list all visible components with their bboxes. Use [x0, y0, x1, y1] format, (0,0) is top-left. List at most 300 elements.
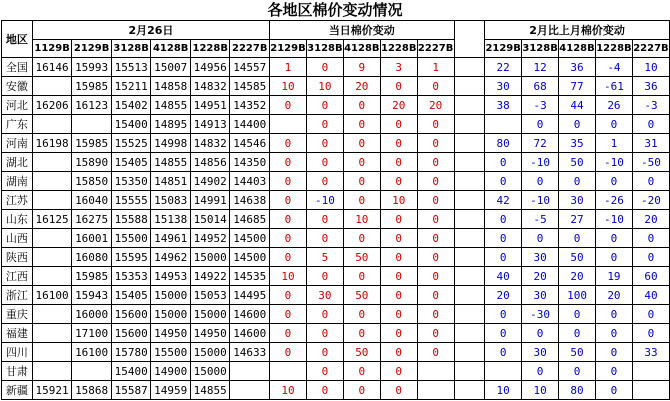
table-row — [2, 229, 670, 248]
price-cell: 15525 — [111, 134, 151, 153]
price-cell: 14902 — [190, 172, 230, 191]
daily-change-cell: 0 — [270, 134, 307, 153]
daily-change-cell: 0 — [306, 115, 343, 134]
region-cell: 山西 — [2, 229, 33, 248]
monthly-change-cell: 0 — [632, 248, 669, 267]
daily-change-cell: 0 — [306, 210, 343, 229]
monthly-change-cell: 0 — [632, 115, 669, 134]
price-cell: 15405 — [111, 286, 151, 305]
price-cell: 14956 — [190, 58, 230, 77]
price-cell: 16123 — [72, 96, 112, 115]
daily-change-cell: 0 — [417, 324, 454, 343]
price-cell: 16100 — [72, 343, 112, 362]
daily-change-cell: 0 — [417, 134, 454, 153]
price-cell — [32, 305, 72, 324]
table-row — [2, 248, 670, 267]
monthly-change-cell: 50 — [559, 153, 596, 172]
price-cell: 15000 — [151, 286, 191, 305]
price-cell: 15000 — [190, 362, 230, 381]
daily-change-cell: 0 — [417, 343, 454, 362]
price-cell — [72, 115, 112, 134]
daily-change-cell — [270, 362, 307, 381]
daily-change-cell: 0 — [306, 343, 343, 362]
table-row — [2, 134, 670, 153]
price-cell: 14952 — [190, 229, 230, 248]
monthly-change-cell: 30 — [522, 286, 559, 305]
price-cell: 14953 — [151, 267, 191, 286]
daily-change-cell: 20 — [343, 77, 380, 96]
price-cell: 15000 — [190, 343, 230, 362]
daily-change-cell: 0 — [306, 324, 343, 343]
monthly-change-cell: -5 — [522, 210, 559, 229]
monthly-change-cell: -3 — [632, 96, 669, 115]
price-cell: 14913 — [190, 115, 230, 134]
price-col-header: 2129B — [72, 40, 112, 58]
daily-change-cell: 0 — [343, 324, 380, 343]
monthly-change-cell: 44 — [559, 96, 596, 115]
price-cell: 14500 — [230, 229, 270, 248]
monthly-col-header: 4128B — [559, 40, 596, 58]
monthly-change-cell: 0 — [559, 305, 596, 324]
price-cell: 14991 — [190, 191, 230, 210]
monthly-change-cell: 100 — [559, 286, 596, 305]
price-cell: 15400 — [111, 362, 151, 381]
monthly-change-cell: 35 — [559, 134, 596, 153]
monthly-change-cell: -20 — [632, 191, 669, 210]
price-cell: 15985 — [72, 134, 112, 153]
monthly-change-cell: 42 — [485, 191, 522, 210]
region-cell: 四川 — [2, 343, 33, 362]
monthly-change-cell: 0 — [559, 362, 596, 381]
daily-change-cell: 0 — [343, 172, 380, 191]
table-row — [2, 191, 670, 210]
table-row — [2, 115, 670, 134]
daily-change-cell: 0 — [270, 210, 307, 229]
spacer-cell — [454, 172, 485, 191]
spacer-cell — [454, 229, 485, 248]
spacer-cell — [454, 153, 485, 172]
price-cell: 14856 — [190, 153, 230, 172]
price-cell: 15595 — [111, 248, 151, 267]
monthly-change-cell: 10 — [632, 58, 669, 77]
price-col-header: 3128B — [111, 40, 151, 58]
price-cell: 15000 — [151, 305, 191, 324]
daily-change-cell: 10 — [306, 77, 343, 96]
daily-change-cell: 0 — [343, 96, 380, 115]
daily-change-cell: 0 — [380, 286, 417, 305]
price-cell: 14855 — [190, 381, 230, 400]
daily-change-cell: 0 — [343, 362, 380, 381]
monthly-change-cell: 0 — [485, 229, 522, 248]
monthly-change-cell: 0 — [595, 362, 632, 381]
price-cell: 14600 — [230, 324, 270, 343]
region-cell: 江苏 — [2, 191, 33, 210]
daily-change-cell: 0 — [270, 286, 307, 305]
monthly-change-cell: 60 — [632, 267, 669, 286]
monthly-change-cell: -10 — [522, 153, 559, 172]
price-cell — [32, 362, 72, 381]
monthly-change-cell: 80 — [559, 381, 596, 400]
spacer-cell — [454, 191, 485, 210]
price-cell: 14851 — [151, 172, 191, 191]
region-cell: 河南 — [2, 134, 33, 153]
monthly-change-cell: -61 — [595, 77, 632, 96]
price-cell: 15402 — [111, 96, 151, 115]
region-cell: 湖北 — [2, 153, 33, 172]
daily-change-cell: 0 — [380, 134, 417, 153]
spacer-cell — [454, 305, 485, 324]
monthly-change-cell: 30 — [522, 343, 559, 362]
monthly-change-cell: 0 — [485, 343, 522, 362]
price-cell: 14400 — [230, 115, 270, 134]
price-cell — [72, 362, 112, 381]
price-cell: 15400 — [111, 115, 151, 134]
daily-change-cell: 1 — [270, 58, 307, 77]
price-cell: 14557 — [230, 58, 270, 77]
daily-change-cell: 0 — [380, 362, 417, 381]
daily-change-cell: 0 — [306, 172, 343, 191]
price-cell: 14922 — [190, 267, 230, 286]
monthly-change-group-header: 2月比上月棉价变动 — [485, 21, 670, 40]
table-row — [2, 381, 670, 400]
daily-change-cell: 0 — [343, 191, 380, 210]
prices-group-header: 2月26日 — [32, 21, 269, 40]
price-cell — [230, 381, 270, 400]
spacer-cell — [454, 267, 485, 286]
price-cell: 16206 — [32, 96, 72, 115]
price-cell — [32, 229, 72, 248]
price-cell: 14895 — [151, 115, 191, 134]
region-cell: 江西 — [2, 267, 33, 286]
daily-change-cell: 0 — [343, 381, 380, 400]
daily-change-cell: 0 — [417, 115, 454, 134]
daily-change-cell: 0 — [380, 153, 417, 172]
monthly-change-cell: 20 — [485, 286, 522, 305]
spacer-cell — [454, 134, 485, 153]
daily-change-cell: 1 — [417, 58, 454, 77]
price-cell — [32, 77, 72, 96]
price-cell: 15083 — [151, 191, 191, 210]
daily-change-cell: 0 — [270, 248, 307, 267]
price-cell: 15985 — [72, 267, 112, 286]
daily-change-cell: 0 — [270, 153, 307, 172]
table-row — [2, 153, 670, 172]
table-row — [2, 210, 670, 229]
monthly-change-cell: 0 — [485, 305, 522, 324]
monthly-change-cell: 0 — [522, 115, 559, 134]
monthly-change-cell: 0 — [522, 324, 559, 343]
spacer-cell — [454, 58, 485, 77]
daily-change-cell: 0 — [417, 153, 454, 172]
price-cell: 14495 — [230, 286, 270, 305]
price-cell: 15007 — [151, 58, 191, 77]
monthly-change-cell: 0 — [632, 229, 669, 248]
spacer-cell — [454, 343, 485, 362]
price-cell: 14855 — [151, 153, 191, 172]
region-cell: 安徽 — [2, 77, 33, 96]
price-cell: 16100 — [32, 286, 72, 305]
price-cell: 15405 — [111, 153, 151, 172]
daily-col-header: 4128B — [343, 40, 380, 58]
price-cell: 16198 — [32, 134, 72, 153]
spacer-cell — [454, 324, 485, 343]
price-cell — [32, 267, 72, 286]
daily-change-cell: 0 — [380, 229, 417, 248]
price-cell — [230, 362, 270, 381]
monthly-change-cell: 10 — [485, 381, 522, 400]
region-cell: 浙江 — [2, 286, 33, 305]
monthly-change-cell: -10 — [522, 191, 559, 210]
monthly-change-cell: 0 — [522, 362, 559, 381]
monthly-change-cell: 0 — [595, 172, 632, 191]
daily-change-cell: 0 — [380, 172, 417, 191]
spacer-cell — [454, 40, 485, 58]
monthly-change-cell: 30 — [522, 248, 559, 267]
monthly-change-cell: 0 — [595, 381, 632, 400]
price-cell: 15513 — [111, 58, 151, 77]
daily-change-cell: 0 — [417, 305, 454, 324]
daily-change-cell: 20 — [380, 96, 417, 115]
spacer-cell — [454, 286, 485, 305]
monthly-change-cell: 0 — [595, 305, 632, 324]
price-cell: 15780 — [111, 343, 151, 362]
table-row — [2, 172, 670, 191]
price-cell: 15138 — [151, 210, 191, 229]
daily-change-cell: 0 — [343, 267, 380, 286]
daily-change-cell: 10 — [270, 267, 307, 286]
daily-change-cell: 0 — [306, 134, 343, 153]
daily-change-cell: 0 — [306, 267, 343, 286]
price-cell: 14998 — [151, 134, 191, 153]
monthly-change-cell: 0 — [559, 115, 596, 134]
daily-col-header: 2227B — [417, 40, 454, 58]
daily-col-header: 1228B — [380, 40, 417, 58]
daily-change-cell: 0 — [380, 381, 417, 400]
daily-change-cell: 0 — [306, 362, 343, 381]
monthly-change-cell: -4 — [595, 58, 632, 77]
price-cell: 15850 — [72, 172, 112, 191]
monthly-change-cell: 40 — [632, 286, 669, 305]
price-cell: 16146 — [32, 58, 72, 77]
monthly-change-cell: 0 — [595, 115, 632, 134]
spacer-cell — [454, 115, 485, 134]
daily-change-cell: 0 — [380, 115, 417, 134]
price-cell: 14352 — [230, 96, 270, 115]
price-cell: 16275 — [72, 210, 112, 229]
daily-change-cell: -10 — [306, 191, 343, 210]
region-cell: 甘肃 — [2, 362, 33, 381]
monthly-change-cell: 0 — [559, 324, 596, 343]
daily-change-cell: 0 — [306, 153, 343, 172]
monthly-change-cell: 36 — [559, 58, 596, 77]
price-cell: 15014 — [190, 210, 230, 229]
daily-change-cell: 0 — [306, 58, 343, 77]
daily-change-cell: 0 — [306, 381, 343, 400]
price-cell: 14950 — [190, 324, 230, 343]
region-cell: 广东 — [2, 115, 33, 134]
price-cell: 14832 — [190, 77, 230, 96]
daily-change-cell: 0 — [270, 324, 307, 343]
price-cell: 15600 — [111, 305, 151, 324]
table-row — [2, 58, 670, 77]
monthly-change-cell: -3 — [522, 96, 559, 115]
price-cell: 17100 — [72, 324, 112, 343]
table-row — [2, 286, 670, 305]
price-cell: 15943 — [72, 286, 112, 305]
price-cell: 15868 — [72, 381, 112, 400]
table-row — [2, 77, 670, 96]
monthly-change-cell: 0 — [485, 172, 522, 191]
daily-change-cell — [417, 381, 454, 400]
monthly-change-cell: 12 — [522, 58, 559, 77]
daily-change-cell: 0 — [270, 191, 307, 210]
monthly-change-cell: 72 — [522, 134, 559, 153]
monthly-change-cell: -50 — [632, 153, 669, 172]
price-cell: 16080 — [72, 248, 112, 267]
price-cell: 14500 — [230, 248, 270, 267]
daily-change-cell: 0 — [380, 343, 417, 362]
price-cell: 15921 — [32, 381, 72, 400]
price-cell: 15555 — [111, 191, 151, 210]
daily-change-cell: 0 — [417, 248, 454, 267]
price-cell: 16125 — [32, 210, 72, 229]
daily-change-cell — [417, 362, 454, 381]
daily-change-cell: 20 — [417, 96, 454, 115]
price-cell: 15000 — [190, 248, 230, 267]
monthly-change-cell: -10 — [595, 153, 632, 172]
price-cell: 14900 — [151, 362, 191, 381]
price-cell: 14685 — [230, 210, 270, 229]
monthly-change-cell: 0 — [485, 324, 522, 343]
monthly-change-cell: 31 — [632, 134, 669, 153]
monthly-change-cell: 0 — [485, 248, 522, 267]
price-cell: 14633 — [230, 343, 270, 362]
daily-change-cell: 0 — [417, 210, 454, 229]
table-row — [2, 343, 670, 362]
monthly-change-cell: 10 — [522, 381, 559, 400]
price-cell — [32, 324, 72, 343]
monthly-change-cell: 77 — [559, 77, 596, 96]
monthly-change-cell: 0 — [485, 210, 522, 229]
price-cell: 15000 — [190, 305, 230, 324]
table-row — [2, 267, 670, 286]
price-cell: 14951 — [190, 96, 230, 115]
daily-change-cell: 0 — [343, 305, 380, 324]
price-col-header: 4128B — [151, 40, 191, 58]
daily-change-cell: 0 — [270, 172, 307, 191]
region-cell: 山东 — [2, 210, 33, 229]
monthly-change-cell: 40 — [485, 267, 522, 286]
daily-change-cell: 0 — [343, 134, 380, 153]
daily-change-cell: 0 — [380, 77, 417, 96]
daily-change-cell: 0 — [343, 115, 380, 134]
monthly-change-cell: -30 — [522, 305, 559, 324]
monthly-change-cell: 0 — [522, 229, 559, 248]
spacer-cell — [454, 96, 485, 115]
monthly-col-header: 2129B — [485, 40, 522, 58]
monthly-change-cell: 20 — [595, 286, 632, 305]
price-cell: 14858 — [151, 77, 191, 96]
table-row — [2, 96, 670, 115]
region-cell: 新疆 — [2, 381, 33, 400]
monthly-change-cell — [632, 381, 669, 400]
price-cell: 15985 — [72, 77, 112, 96]
price-cell — [32, 248, 72, 267]
spacer-cell — [454, 248, 485, 267]
price-cell — [32, 191, 72, 210]
daily-change-cell: 10 — [270, 381, 307, 400]
monthly-change-cell: -26 — [595, 191, 632, 210]
price-cell: 15053 — [190, 286, 230, 305]
daily-change-cell: 0 — [417, 77, 454, 96]
price-cell: 14546 — [230, 134, 270, 153]
daily-change-cell: 0 — [417, 191, 454, 210]
region-cell: 河北 — [2, 96, 33, 115]
monthly-change-cell: 33 — [632, 343, 669, 362]
daily-col-header: 3128B — [306, 40, 343, 58]
price-cell: 15353 — [111, 267, 151, 286]
monthly-col-header: 2227B — [632, 40, 669, 58]
daily-change-cell: 50 — [343, 286, 380, 305]
monthly-change-cell — [632, 362, 669, 381]
page-title: 各地区棉价变动情况 — [267, 1, 403, 19]
table-row — [2, 324, 670, 343]
region-cell: 陕西 — [2, 248, 33, 267]
daily-change-cell: 0 — [343, 153, 380, 172]
price-cell: 15500 — [111, 229, 151, 248]
daily-change-cell: 0 — [270, 229, 307, 248]
price-col-header: 1129B — [32, 40, 72, 58]
monthly-change-cell: 0 — [559, 229, 596, 248]
monthly-change-cell — [485, 362, 522, 381]
daily-change-cell: 0 — [306, 305, 343, 324]
price-cell — [32, 153, 72, 172]
daily-change-cell: 10 — [343, 210, 380, 229]
region-cell: 湖南 — [2, 172, 33, 191]
monthly-change-cell: -10 — [595, 210, 632, 229]
spacer-cell — [454, 381, 485, 400]
monthly-change-cell: 0 — [632, 305, 669, 324]
region-cell: 全国 — [2, 58, 33, 77]
daily-change-cell: 0 — [380, 248, 417, 267]
monthly-change-cell — [485, 115, 522, 134]
daily-change-cell: 0 — [417, 172, 454, 191]
daily-change-cell: 50 — [343, 248, 380, 267]
price-cell: 14959 — [151, 381, 191, 400]
table-row — [2, 362, 670, 381]
price-cell: 14962 — [151, 248, 191, 267]
monthly-change-cell: 27 — [559, 210, 596, 229]
price-cell — [32, 343, 72, 362]
daily-change-cell: 50 — [343, 343, 380, 362]
daily-change-cell: 0 — [270, 305, 307, 324]
price-cell: 15211 — [111, 77, 151, 96]
price-cell: 14600 — [230, 305, 270, 324]
daily-change-cell: 0 — [270, 343, 307, 362]
monthly-change-cell: 0 — [485, 153, 522, 172]
daily-change-cell: 3 — [380, 58, 417, 77]
monthly-change-cell: 0 — [522, 172, 559, 191]
monthly-change-cell: 20 — [632, 210, 669, 229]
region-header: 地区 — [2, 21, 33, 58]
price-col-header: 2227B — [230, 40, 270, 58]
monthly-change-cell: 0 — [595, 343, 632, 362]
table-row — [2, 305, 670, 324]
daily-change-cell: 0 — [380, 305, 417, 324]
spacer-cell — [454, 77, 485, 96]
price-cell: 14585 — [230, 77, 270, 96]
monthly-change-cell: 0 — [632, 324, 669, 343]
